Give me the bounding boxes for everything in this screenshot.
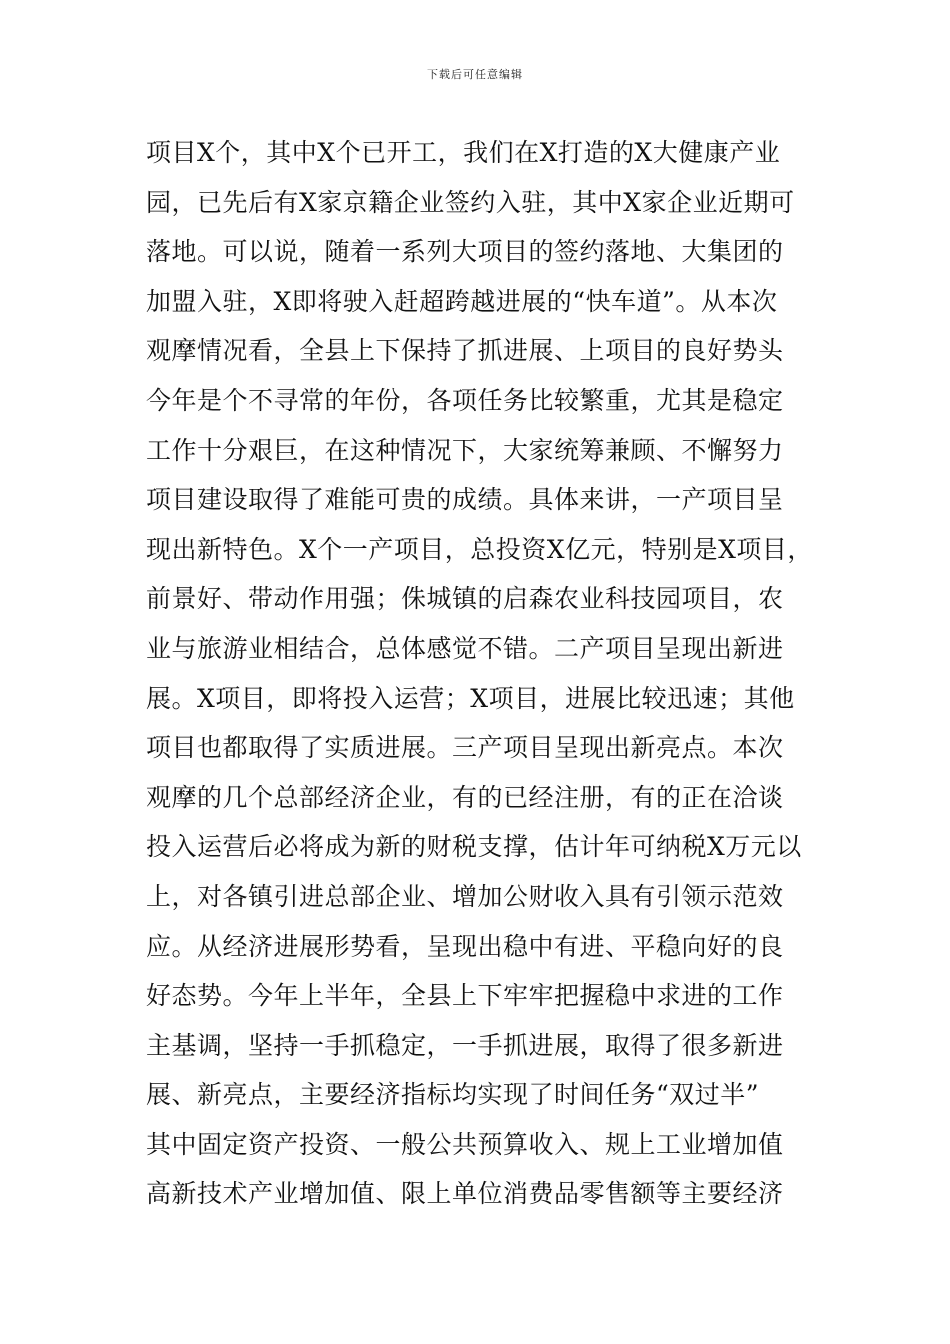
text-line: 项目建设取得了难能可贵的成绩。具体来讲，一产项目呈 — [146, 485, 784, 515]
text-line: 好态势。今年上半年，全县上下牢牢把握稳中求进的工作 — [146, 981, 784, 1011]
text-line: 高新技术产业增加值、限上单位消费品零售额等主要经济 — [146, 1179, 784, 1209]
text-line: 上，对各镇引进总部企业、增加公财收入具有引领示范效 — [146, 881, 784, 911]
text-line: 观摩的几个总部经济企业，有的已经注册，有的正在洽谈 — [146, 782, 784, 812]
text-line: 投入运营后必将成为新的财税支撑，估计年可纳税X万元以 — [146, 832, 802, 862]
text-line: 现出新特色。X个一产项目，总投资X亿元，特别是X项目， — [146, 534, 813, 564]
document-body — [146, 128, 818, 1219]
page-header-note: 下载后可任意编辑 — [427, 68, 523, 81]
text-line: 展、新亮点，主要经济指标均实现了时间任务“双过半” — [146, 1080, 760, 1110]
text-line: 前景好、带动作用强；侏城镇的启森农业科技园项目，农 — [146, 584, 784, 614]
text-line: 今年是个不寻常的年份，各项任务比较繁重，尤其是稳定 — [146, 385, 784, 415]
text-line: 项目也都取得了实质进展。三产项目呈现出新亮点。本次 — [146, 733, 784, 763]
text-line: 园，已先后有X家京籍企业签约入驻，其中X家企业近期可 — [146, 187, 795, 217]
text-line: 展。X项目，即将投入运营；X项目，进展比较迅速；其他 — [146, 683, 795, 713]
text-line: 加盟入驻，X即将驶入赶超跨越进展的“快车道”。从本次 — [146, 286, 778, 316]
text-line: 落地。可以说，随着一系列大项目的签约落地、大集团的 — [146, 237, 784, 267]
text-line: 观摩情况看，全县上下保持了抓进展、上项目的良好势头 — [146, 336, 784, 366]
text-line: 应。从经济进展形势看，呈现出稳中有进、平稳向好的良 — [146, 931, 784, 961]
text-line: 业与旅游业相结合，总体感觉不错。二产项目呈现出新进 — [146, 633, 784, 663]
text-line: 其中固定资产投资、一般公共预算收入、规上工业增加值 — [146, 1129, 784, 1159]
text-line: 工作十分艰巨，在这种情况下，大家统筹兼顾、不懈努力 — [146, 435, 784, 465]
text-line: 主基调，坚持一手抓稳定，一手抓进展，取得了很多新进 — [146, 1030, 784, 1060]
text-line: 项目X个，其中X个已开工，我们在X打造的X大健康产业 — [146, 138, 781, 167]
